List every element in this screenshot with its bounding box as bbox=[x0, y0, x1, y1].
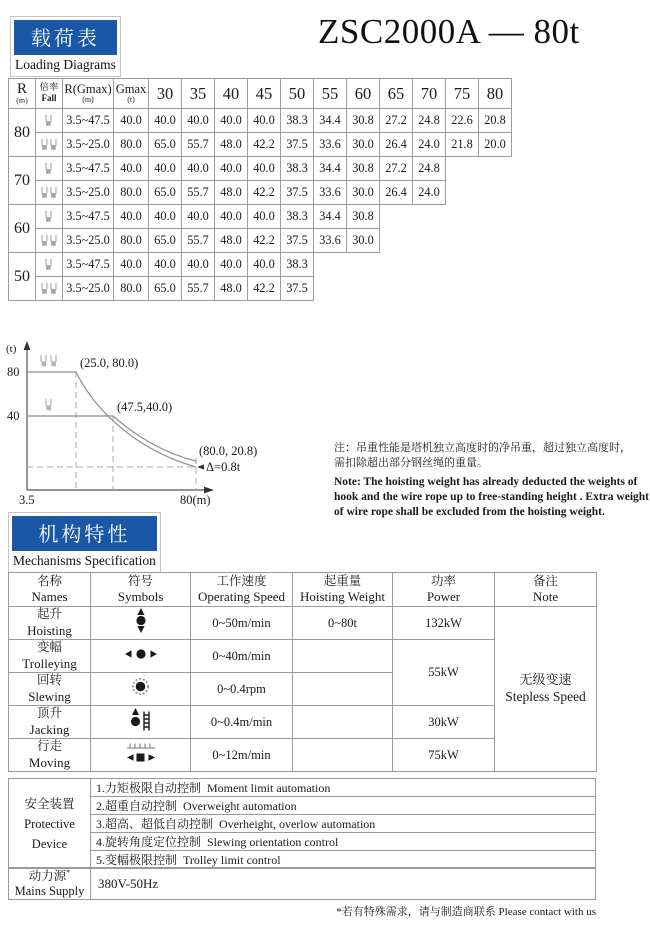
load-cell: 22.6 bbox=[446, 109, 479, 133]
mech-power-cell: 75kW bbox=[393, 739, 495, 772]
empty-cell bbox=[479, 205, 512, 229]
mechanisms-spec-badge bbox=[8, 512, 161, 573]
radius-col-header: 50 bbox=[281, 79, 314, 109]
mechanisms-title-en: Mechanisms Specification bbox=[13, 553, 156, 568]
load-cell: 24.8 bbox=[413, 109, 446, 133]
mains-supply-table bbox=[8, 867, 596, 900]
mech-note-cell: 无级变速 Stepless Speed bbox=[495, 607, 597, 772]
load-cell: 38.3 bbox=[281, 157, 314, 181]
load-cell: 40.0 bbox=[149, 253, 182, 277]
load-cell: 24.0 bbox=[413, 181, 446, 205]
load-cell: 30.0 bbox=[347, 229, 380, 253]
load-cell: 40.0 bbox=[248, 205, 281, 229]
load-cell: 40.0 bbox=[248, 253, 281, 277]
empty-cell bbox=[479, 277, 512, 301]
protective-item: 1.力矩极限自动控制 Moment limit automation bbox=[91, 779, 596, 797]
load-cell: 33.6 bbox=[314, 133, 347, 157]
gmax-cell: 80.0 bbox=[114, 277, 149, 301]
load-cell: 33.6 bbox=[314, 229, 347, 253]
radius-col-header: 40 bbox=[215, 79, 248, 109]
mains-supply-label: 动力源* Mains Supply bbox=[9, 868, 91, 900]
fall-4-icon bbox=[36, 277, 63, 301]
load-cell: 42.2 bbox=[248, 277, 281, 301]
load-cell: 30.0 bbox=[347, 181, 380, 205]
empty-cell bbox=[314, 277, 347, 301]
protective-item: 3.超高、超低自动控制 Overheight, overlow automation bbox=[91, 815, 596, 833]
mech-name-cell: 起升 Hoisting bbox=[9, 607, 91, 640]
note-zh-block bbox=[334, 441, 650, 471]
empty-cell bbox=[413, 253, 446, 277]
loading-diagrams-title-zh: 载荷表 bbox=[14, 20, 117, 55]
empty-cell bbox=[479, 229, 512, 253]
fall-4-icon bbox=[36, 133, 63, 157]
note-line: hook and the wire rope up to free-standing height . Extra weight bbox=[334, 491, 649, 503]
empty-cell bbox=[446, 157, 479, 181]
y-tick-40: 40 bbox=[7, 409, 20, 423]
empty-cell bbox=[380, 229, 413, 253]
load-cell: 26.4 bbox=[380, 181, 413, 205]
empty-cell bbox=[446, 229, 479, 253]
boom-length-cell: 80 bbox=[9, 109, 36, 157]
load-cell: 26.4 bbox=[380, 133, 413, 157]
jacking-icon bbox=[91, 706, 191, 739]
load-cell: 65.0 bbox=[149, 181, 182, 205]
empty-cell bbox=[446, 277, 479, 301]
footer-contact-note: *若有特殊需求，请与制造商联系 Please contact with us bbox=[336, 906, 596, 918]
load-cell: 37.5 bbox=[281, 277, 314, 301]
load-cell: 55.7 bbox=[182, 277, 215, 301]
gmax-cell: 80.0 bbox=[114, 133, 149, 157]
col-header-rgmax: R(Gmax) (m) bbox=[63, 79, 114, 109]
gmax-cell: 40.0 bbox=[114, 109, 149, 133]
mech-weight-cell bbox=[293, 706, 393, 739]
mech-name-cell: 行走 Moving bbox=[9, 739, 91, 772]
point-label-1: (25.0, 80.0) bbox=[80, 356, 139, 370]
mech-speed-cell: 0~50m/min bbox=[191, 607, 293, 640]
x-tick-end: 80(m) bbox=[180, 493, 211, 507]
fall-4-icon bbox=[36, 181, 63, 205]
boom-length-cell: 50 bbox=[9, 253, 36, 301]
empty-cell bbox=[446, 205, 479, 229]
protective-row bbox=[9, 815, 596, 833]
empty-cell bbox=[380, 205, 413, 229]
delta-arrow-icon bbox=[197, 464, 204, 469]
load-cell: 55.7 bbox=[182, 229, 215, 253]
gmax-radius-range-cell: 3.5~47.5 bbox=[63, 157, 114, 181]
gmax-cell: 80.0 bbox=[114, 229, 149, 253]
load-cell: 65.0 bbox=[149, 133, 182, 157]
fall-2-icon bbox=[36, 205, 63, 229]
note-line: 需扣除超出部分钢丝绳的重量。 bbox=[334, 457, 488, 469]
protective-row bbox=[9, 833, 596, 851]
fall-4-icon bbox=[36, 229, 63, 253]
mech-weight-cell bbox=[293, 640, 393, 673]
load-row bbox=[9, 205, 512, 229]
gmax-cell: 40.0 bbox=[114, 205, 149, 229]
mech-power-cell: 30kW bbox=[393, 706, 495, 739]
load-cell: 48.0 bbox=[215, 277, 248, 301]
load-cell: 65.0 bbox=[149, 229, 182, 253]
gmax-radius-range-cell: 3.5~25.0 bbox=[63, 133, 114, 157]
mech-col-header: 名称 Names bbox=[9, 573, 91, 607]
mech-power-cell: 55kW bbox=[393, 640, 495, 706]
gmax-radius-range-cell: 3.5~47.5 bbox=[63, 253, 114, 277]
fall-2-icon bbox=[36, 109, 63, 133]
mech-col-header: 工作速度 Operating Speed bbox=[191, 573, 293, 607]
boom-length-cell: 70 bbox=[9, 157, 36, 205]
radius-col-header: 70 bbox=[413, 79, 446, 109]
load-cell: 40.0 bbox=[149, 205, 182, 229]
fall-2-icon bbox=[36, 157, 63, 181]
load-cell: 40.0 bbox=[215, 205, 248, 229]
fall-2-icon bbox=[36, 253, 63, 277]
load-cell: 40.0 bbox=[248, 157, 281, 181]
empty-cell bbox=[380, 277, 413, 301]
protective-device-label: 安全装置 Protective Device bbox=[9, 779, 91, 869]
empty-cell bbox=[479, 253, 512, 277]
mech-name-cell: 变幅 Trolleying bbox=[9, 640, 91, 673]
load-cell: 37.5 bbox=[281, 133, 314, 157]
load-cell: 24.0 bbox=[413, 133, 446, 157]
mechanisms-title-zh: 机构特性 bbox=[12, 516, 157, 551]
gmax-radius-range-cell: 3.5~47.5 bbox=[63, 109, 114, 133]
load-cell: 65.0 bbox=[149, 277, 182, 301]
empty-cell bbox=[347, 253, 380, 277]
mech-weight-cell: 0~80t bbox=[293, 607, 393, 640]
radius-col-header: 45 bbox=[248, 79, 281, 109]
mech-col-header: 符号 Symbols bbox=[91, 573, 191, 607]
loading-table-header-row bbox=[9, 79, 512, 109]
note-line: of wire rope shall be excluded from the hoisting weight. bbox=[334, 506, 605, 518]
load-cell: 48.0 bbox=[215, 181, 248, 205]
load-cell: 40.0 bbox=[215, 157, 248, 181]
load-row bbox=[9, 277, 512, 301]
load-cell: 37.5 bbox=[281, 181, 314, 205]
mains-supply-row bbox=[9, 868, 596, 900]
gmax-cell: 40.0 bbox=[114, 157, 149, 181]
radius-col-header: 55 bbox=[314, 79, 347, 109]
protective-row bbox=[9, 779, 596, 797]
mech-power-cell: 132kW bbox=[393, 607, 495, 640]
point-label-3: (80.0, 20.8) bbox=[199, 444, 258, 458]
load-row bbox=[9, 109, 512, 133]
load-row bbox=[9, 133, 512, 157]
mech-speed-cell: 0~40m/min bbox=[191, 640, 293, 673]
load-cell: 27.2 bbox=[380, 157, 413, 181]
col-header-gmax: Gmax (t) bbox=[114, 79, 149, 109]
protective-row bbox=[9, 851, 596, 869]
load-cell: 20.8 bbox=[479, 109, 512, 133]
load-cell: 33.6 bbox=[314, 181, 347, 205]
curve-2-fall bbox=[27, 416, 196, 461]
gmax-radius-range-cell: 3.5~25.0 bbox=[63, 229, 114, 253]
point-label-2: (47.5,40.0) bbox=[117, 400, 173, 414]
mech-row bbox=[9, 607, 597, 640]
load-cell: 38.3 bbox=[281, 253, 314, 277]
load-cell: 30.0 bbox=[347, 133, 380, 157]
radius-col-header: 60 bbox=[347, 79, 380, 109]
slewing-icon bbox=[91, 673, 191, 706]
mechanisms-table bbox=[8, 572, 597, 772]
load-cell: 34.4 bbox=[314, 157, 347, 181]
col-header-fall: 倍率 Fall bbox=[36, 79, 63, 109]
delta-label: Δ=0.8t bbox=[206, 460, 241, 474]
x-tick-origin: 3.5 bbox=[19, 493, 35, 507]
load-cell: 21.8 bbox=[446, 133, 479, 157]
radius-col-header: 30 bbox=[149, 79, 182, 109]
mech-weight-cell bbox=[293, 739, 393, 772]
empty-cell bbox=[446, 253, 479, 277]
load-row bbox=[9, 157, 512, 181]
mech-col-header: 功率 Power bbox=[393, 573, 495, 607]
load-row bbox=[9, 181, 512, 205]
load-cell: 30.8 bbox=[347, 205, 380, 229]
load-cell: 34.4 bbox=[314, 205, 347, 229]
load-cell: 40.0 bbox=[149, 157, 182, 181]
y-axis-arrow-icon bbox=[24, 341, 31, 350]
gmax-radius-range-cell: 3.5~47.5 bbox=[63, 205, 114, 229]
radius-col-header: 80 bbox=[479, 79, 512, 109]
gmax-cell: 40.0 bbox=[114, 253, 149, 277]
boom-length-cell: 60 bbox=[9, 205, 36, 253]
trolleying-icon bbox=[91, 640, 191, 673]
load-cell: 38.3 bbox=[281, 109, 314, 133]
y-axis-label: (t) bbox=[6, 343, 17, 355]
mech-name-cell: 顶升 Jacking bbox=[9, 706, 91, 739]
protective-row bbox=[9, 797, 596, 815]
moving-icon bbox=[91, 739, 191, 772]
load-cell: 42.2 bbox=[248, 181, 281, 205]
empty-cell bbox=[413, 205, 446, 229]
protective-item: 5.变幅极限控制 Trolley limit control bbox=[91, 851, 596, 869]
mech-col-header: 备注 Note bbox=[495, 573, 597, 607]
load-cell: 37.5 bbox=[281, 229, 314, 253]
load-cell: 40.0 bbox=[182, 109, 215, 133]
radius-col-header: 65 bbox=[380, 79, 413, 109]
load-cell: 40.0 bbox=[215, 109, 248, 133]
empty-cell bbox=[479, 181, 512, 205]
fall-2-icon bbox=[46, 399, 51, 410]
protective-device-table bbox=[8, 778, 596, 869]
mech-col-header: 起重量 Hoisting Weight bbox=[293, 573, 393, 607]
empty-cell bbox=[413, 229, 446, 253]
loading-table bbox=[8, 78, 512, 301]
empty-cell bbox=[380, 253, 413, 277]
load-row bbox=[9, 253, 512, 277]
protective-item: 2.超重自动控制 Overweight automation bbox=[91, 797, 596, 815]
load-cell: 40.0 bbox=[182, 205, 215, 229]
load-cell: 40.0 bbox=[149, 109, 182, 133]
load-cell: 27.2 bbox=[380, 109, 413, 133]
col-header-radius: R (m) bbox=[9, 79, 36, 109]
load-cell: 38.3 bbox=[281, 205, 314, 229]
empty-cell bbox=[446, 181, 479, 205]
page-title: ZSC2000A — 80t bbox=[318, 12, 580, 51]
load-cell: 40.0 bbox=[215, 253, 248, 277]
protective-item: 4.旋转角度定位控制 Slewing orientation control bbox=[91, 833, 596, 851]
gmax-radius-range-cell: 3.5~25.0 bbox=[63, 277, 114, 301]
load-cell: 40.0 bbox=[182, 157, 215, 181]
mains-supply-value: 380V-50Hz bbox=[91, 868, 596, 900]
loading-diagrams-badge bbox=[10, 16, 121, 77]
load-cell: 55.7 bbox=[182, 181, 215, 205]
loading-diagrams-title-en: Loading Diagrams bbox=[15, 57, 116, 72]
radius-col-header: 35 bbox=[182, 79, 215, 109]
empty-cell bbox=[347, 277, 380, 301]
mech-name-cell: 回转 Slewing bbox=[9, 673, 91, 706]
note-en-block bbox=[334, 475, 650, 520]
y-tick-80: 80 bbox=[7, 365, 20, 379]
hoisting-icon bbox=[91, 607, 191, 640]
empty-cell bbox=[413, 277, 446, 301]
load-cell: 34.4 bbox=[314, 109, 347, 133]
load-cell: 20.0 bbox=[479, 133, 512, 157]
load-cell: 24.8 bbox=[413, 157, 446, 181]
mech-speed-cell: 0~12m/min bbox=[191, 739, 293, 772]
load-cell: 30.8 bbox=[347, 109, 380, 133]
empty-cell bbox=[314, 253, 347, 277]
load-cell: 40.0 bbox=[182, 253, 215, 277]
load-row bbox=[9, 229, 512, 253]
fall-4-icon bbox=[41, 355, 56, 366]
hoisting-note bbox=[334, 441, 650, 520]
load-cell: 55.7 bbox=[182, 133, 215, 157]
gmax-cell: 80.0 bbox=[114, 181, 149, 205]
load-cell: 42.2 bbox=[248, 229, 281, 253]
load-curve-chart bbox=[0, 338, 340, 513]
load-cell: 30.8 bbox=[347, 157, 380, 181]
load-cell: 42.2 bbox=[248, 133, 281, 157]
mech-speed-cell: 0~0.4m/min bbox=[191, 706, 293, 739]
load-cell: 40.0 bbox=[248, 109, 281, 133]
radius-col-header: 75 bbox=[446, 79, 479, 109]
mechanisms-header-row bbox=[9, 573, 597, 607]
mech-speed-cell: 0~0.4rpm bbox=[191, 673, 293, 706]
gmax-radius-range-cell: 3.5~25.0 bbox=[63, 181, 114, 205]
empty-cell bbox=[479, 157, 512, 181]
mech-weight-cell bbox=[293, 673, 393, 706]
load-cell: 48.0 bbox=[215, 133, 248, 157]
note-line: 注：吊重性能是塔机独立高度时的净吊重，超过独立高度时， bbox=[334, 442, 631, 454]
load-cell: 48.0 bbox=[215, 229, 248, 253]
note-line: Note: The hoisting weight has already deducted the weights of bbox=[334, 476, 638, 488]
